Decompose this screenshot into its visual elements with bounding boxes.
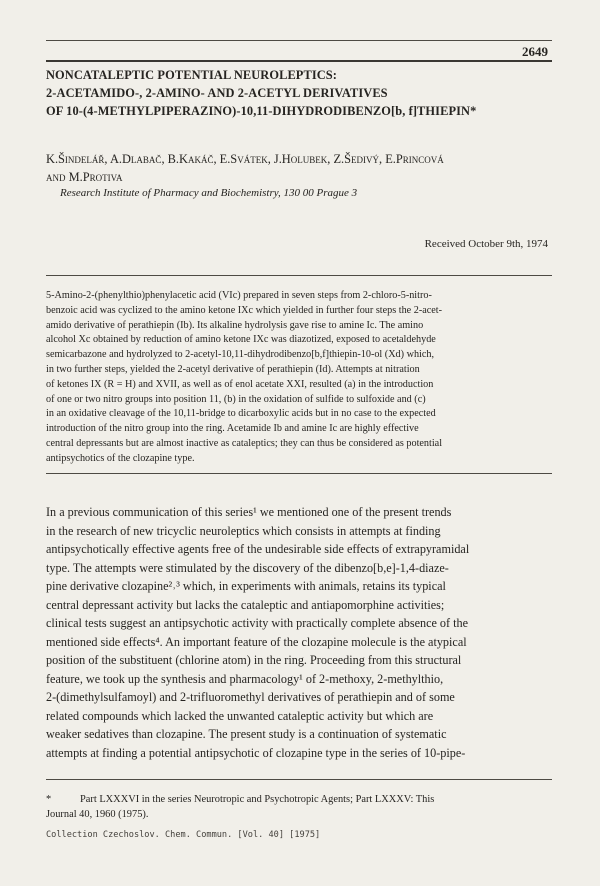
body-line: mentioned side effects⁴. An important feature of the clozapine molecule is the atypical	[46, 634, 467, 649]
body-line: type. The attempts were stimulated by the discovery of the dibenzo[b,e]-1,4-diaze-	[46, 560, 449, 575]
abstract-line: of ketones IX (R = H) and XVII, as well as of enol acetate XXI, resulted (a) in the introduction	[46, 378, 434, 390]
abstract-line: 5-Amino-2-(phenylthio)phenylacetic acid (VIc) prepared in seven steps from 2-chloro-5-nitro-	[46, 290, 432, 301]
body-line: antipsychotically effective agents free of the undesirable side effects of extrapyramidal	[46, 542, 470, 556]
author-list	[46, 150, 560, 186]
author-line: and M.Protiva	[46, 170, 123, 184]
footnote	[46, 792, 552, 822]
abstract-line: antipsychotics of the clozapine type.	[46, 452, 195, 464]
abstract-line: in two further steps, yielded the 2-acetyl derivative of perathiepin (Id). Attempts at nitration	[46, 363, 420, 375]
received-date: Received October 9th, 1974	[424, 238, 548, 250]
abstract-top-rule	[46, 275, 552, 276]
body-line: position of the substituent (chlorine atom) in the ring. Proceeding from this structural	[46, 653, 462, 667]
article-title	[46, 66, 560, 120]
body-line: feature, we took up the synthesis and pharmacology¹ of 2-methoxy, 2-methylthio,	[46, 671, 444, 686]
body-line: pine derivative clozapine²˒³ which, in experiments with animals, retains its typical	[46, 579, 446, 593]
abstract-bottom-rule	[46, 473, 552, 474]
footnote-text: Part LXXXVI in the series Neurotropic and Psychotropic Agents; Part LXXXV: This	[80, 794, 435, 805]
abstract-line: of one or two nitro groups into position 11, (b) in the oxidation of sulfide to sulfoxide and (c)	[46, 393, 426, 405]
abstract-line: in an oxidative cleavage of the 10,11-bridge to dicarboxylic acids but in no case to the expected	[46, 408, 436, 420]
footnote-rule	[46, 779, 552, 780]
author-line: K.Šindelář, A.Dlabač, B.Kakáč, E.Svátek, J.Holubek, Z.Šedivý, E.Princová	[46, 152, 444, 166]
abstract-line: amido derivative of perathiepin (Ib). Its alkaline hydrolysis gave rise to amine Ic. The amino	[46, 319, 424, 331]
footnote-mark: *	[46, 794, 52, 805]
page-number: 2649	[522, 44, 548, 59]
title-line: NONCATALEPTIC POTENTIAL NEUROLEPTICS:	[46, 68, 338, 82]
abstract-line: semicarbazone and hydrolyzed to 2-acetyl-10,11-dihydrodibenzo[b,f]thiepin-10-ol (Xd) which,	[46, 349, 435, 361]
journal-footer: Collection Czechoslov. Chem. Commun. [Vol. 40] [1975]	[46, 830, 321, 840]
footnote-line: Journal 40, 1960 (1975).	[46, 809, 149, 820]
abstract-line: central depressants but are almost inactive as cataleptics; they can thus be considered as potential	[46, 437, 443, 449]
body-line: related compounds which lacked the unwanted cataleptic activity but which are	[46, 708, 434, 723]
body-line: central depressant activity but lacks the cataleptic and antiapomorphine activities;	[46, 597, 445, 612]
body-line: 2-(dimethylsulfamoyl) and 2-trifluoromethyl derivatives of perathiepin and of some	[46, 690, 455, 704]
footnote-line	[46, 792, 552, 807]
top-rule	[46, 40, 552, 41]
affiliation: Research Institute of Pharmacy and Biochemistry, 130 00 Prague 3	[60, 187, 358, 199]
abstract-line: introduction of the nitro group into the ring. Acetamide Ib and amine Ic are highly effective	[46, 423, 419, 435]
header-rule	[46, 60, 552, 62]
body-line: attempts at finding a potential antipsychotic of clozapine type in the series of 10-pipe-	[46, 745, 466, 760]
abstract	[46, 289, 552, 467]
title-line: OF 10-(4-METHYLPIPERAZINO)-10,11-DIHYDRODIBENZO[b, f]THIEPIN*	[46, 104, 477, 118]
title-line: 2-ACETAMIDO-, 2-AMINO- AND 2-ACETYL DERIVATIVES	[46, 86, 388, 100]
body-line: weaker sedatives than clozapine. The present study is a continuation of systematic	[46, 727, 447, 741]
abstract-line: alcohol Xc obtained by reduction of amino ketone IXc was diazotized, exposed to acetaldehyde	[46, 334, 436, 346]
body-text	[46, 503, 552, 762]
body-line: In a previous communication of this series¹ we mentioned one of the present trends	[46, 505, 452, 519]
body-line: in the research of new tricyclic neuroleptics which consists in attempts at finding	[46, 523, 441, 538]
body-line: clinical tests suggest an antipsychotic activity with practically complete absence of the	[46, 616, 469, 630]
abstract-line: benzoic acid was cyclized to the amino ketone IXc which yielded in further four steps the 2-acet-	[46, 304, 443, 316]
